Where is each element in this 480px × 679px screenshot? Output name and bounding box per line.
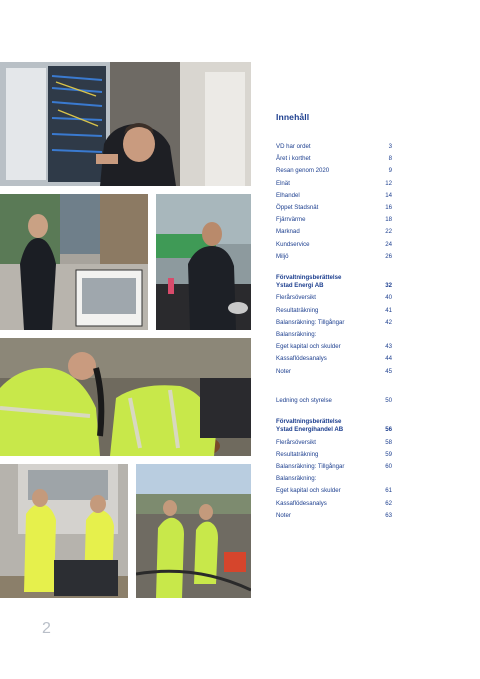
toc-row [276,180,392,192]
toc-row [276,307,392,319]
toc-row [276,355,392,367]
toc-row [276,294,392,306]
toc-page: 44 [385,355,392,363]
toc-label: Miljö [276,252,289,260]
toc-page: 32 [385,282,392,290]
toc-title: Innehåll [276,112,310,122]
toc-row [276,463,392,475]
toc-label: Eget kapital och skulder [276,343,341,351]
toc-row [276,475,392,487]
toc-row [276,216,392,228]
toc-row-ledning [276,397,392,409]
photo-workers-manhole [0,338,251,456]
toc-section-ystad-energi [276,274,392,380]
toc-page: 26 [385,252,392,260]
toc-row [276,331,392,343]
toc-page: 24 [385,240,392,248]
toc-label: Kassaflödesanalys [276,499,327,507]
toc-page: 3 [388,143,392,150]
toc-label: Resan genom 2020 [276,167,330,175]
toc-page: 14 [385,191,392,199]
section-heading-row [276,282,392,294]
toc-row [276,451,392,463]
section-heading: Förvaltningsberättelse [276,417,342,425]
toc-row [276,253,392,265]
photo-workers-field-equipment [136,464,251,598]
toc-row [276,487,392,499]
page-number: 2 [42,620,51,637]
photo-workers-electrical-box [0,464,128,598]
toc-row [276,368,392,380]
toc-label: Fjärrvärme [276,216,306,224]
toc-section-ystad-energihandel [276,418,392,524]
toc-page: 40 [385,294,392,302]
toc-label: Eget kapital och skulder [276,487,341,495]
toc-page: 18 [385,216,392,224]
toc-page: 42 [385,318,392,326]
photo-man-outdoors [0,194,148,330]
toc-label: Resultaträkning [276,450,319,458]
toc-row [276,192,392,204]
toc-row [276,204,392,216]
toc-label: Flerårsöversikt [276,438,316,446]
toc-label: Balansräkning: Tillgångar [276,462,345,470]
toc-row [276,228,392,240]
toc-page: 50 [385,396,392,404]
section-heading: Förvaltningsberättelse [276,273,342,281]
toc-label: Ledning och styrelse [276,396,332,404]
toc-page: 45 [385,367,392,375]
toc-row [276,241,392,253]
toc-label: Elnät [276,179,290,187]
toc-row [276,319,392,331]
photo-man-at-event [156,194,251,330]
toc-page: 8 [388,155,392,163]
toc-label: Balansräkning: Tillgångar [276,318,345,326]
toc-page: 41 [385,306,392,314]
toc-page: 63 [385,511,392,519]
toc-label: Marknad [276,228,300,236]
toc-row [276,512,392,524]
toc-label: Året i korthet [276,155,311,163]
toc-label: Flerårsöversikt [276,294,316,302]
toc-row [276,143,392,155]
toc-page: 59 [385,450,392,458]
toc-page: 56 [385,426,392,434]
toc-label: Kundservice [276,240,310,248]
toc-page: 61 [385,487,392,495]
section-heading-row [276,426,392,438]
toc-page: 62 [385,499,392,507]
toc-page: 22 [385,228,392,236]
toc-label: Balansräkning: [276,475,317,483]
toc-row [276,439,392,451]
toc-row [276,167,392,179]
section-heading-company: Ystad Energihandel AB [276,426,344,434]
toc-row [276,500,392,512]
toc-label: Öppet Stadsnät [276,203,319,211]
toc-group-main [276,143,392,265]
toc-page: 60 [385,462,392,470]
toc-page: 58 [385,438,392,446]
toc-label: Noter [276,511,291,519]
toc-row [276,343,392,355]
toc-row [276,155,392,167]
section-heading-company: Ystad Energi AB [276,282,324,290]
photo-network-cabinet-technician [0,62,251,186]
toc-page: 9 [388,167,392,175]
toc-label: VD har ordet [276,143,311,150]
toc-label: Balansräkning: [276,331,317,339]
toc-label: Noter [276,367,291,375]
toc-page: 12 [385,179,392,187]
toc-label: Kassaflödesanalys [276,355,327,363]
toc-label: Elhandel [276,191,300,199]
table-of-contents [276,112,392,524]
toc-page: 16 [385,203,392,211]
toc-label: Resultaträkning [276,306,319,314]
toc-page: 43 [385,343,392,351]
